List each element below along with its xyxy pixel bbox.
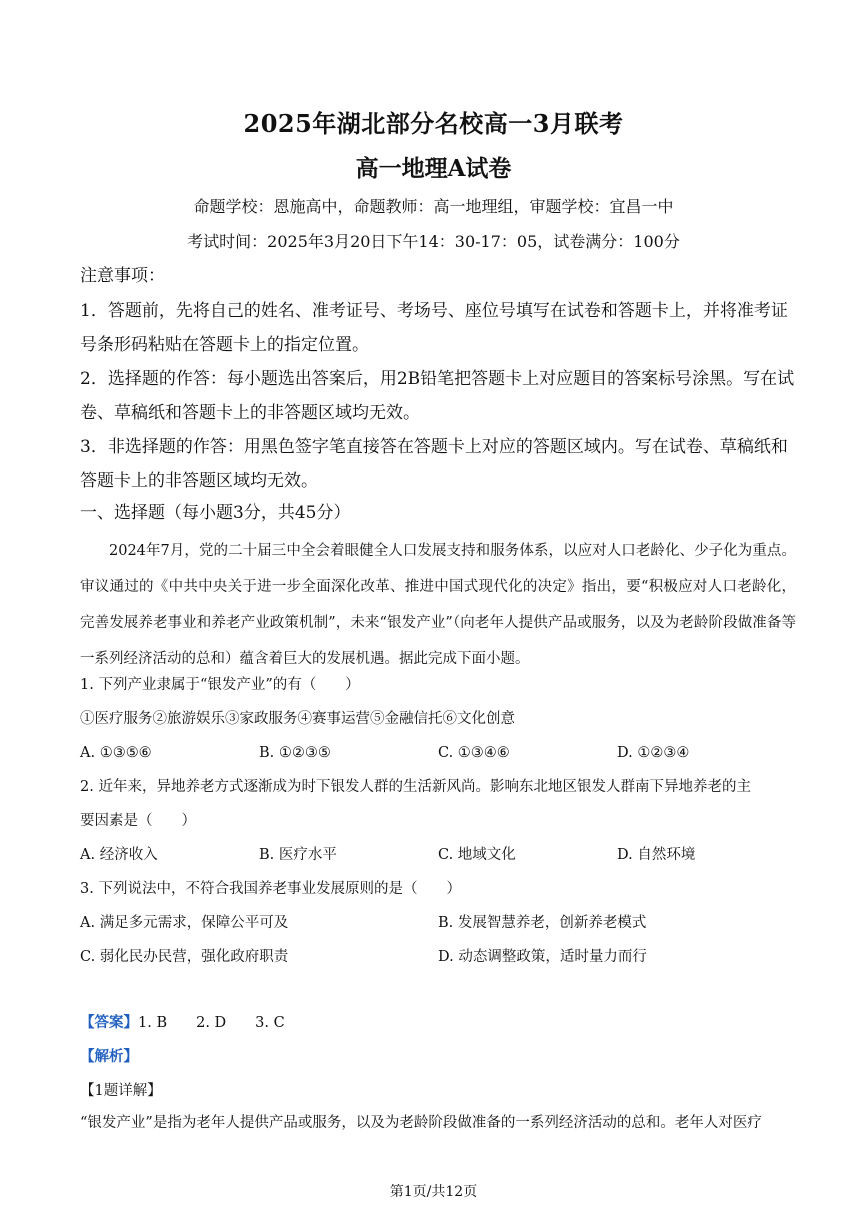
exam-subtitle: 高一地理A试卷 [355, 155, 512, 182]
option-c: C. 地域文化 [438, 847, 516, 863]
option-c: C. 弱化民办民营，强化政府职责 [80, 949, 289, 965]
note-item-1: 1．答题前，先将自己的姓名、准考证号、考场号、座位号填写在试卷和答题卡上，并将准考证号条形码粘贴在答题卡上的指定位置。 [80, 301, 788, 355]
answer-values: 1. B 2. D 3. C [138, 1015, 285, 1031]
page-number: 第1页/共12页 [389, 1184, 478, 1200]
option-b: B. 发展智慧养老，创新养老模式 [438, 915, 647, 931]
answer-line [80, 1006, 796, 1040]
reading-passage: 2024年7月，党的二十届三中全会着眼健全人口发展支持和服务体系，以应对人口老龄化、少子化为重点。审议通过的《中共中央关于进一步全面深化改革、推进中国式现代化的决定》指出，要“积极应对人口老龄化，完善发展养老事业和养老产业政策机制”，未来“银发产业”（向老年人提供产品或服务，以及为老龄阶段做准备等一系列经济活动的总和）蕴含着巨大的发展机遇。据此完成下面小题。 [80, 543, 796, 667]
exam-title: 2025年湖北部分名校高一3月联考 [243, 109, 624, 138]
section-title: 一、选择题（每小题3分，共45分） [80, 503, 351, 523]
question-1-options [80, 736, 796, 770]
option-c: C. ①③④⑥ [438, 745, 510, 761]
detail-label: 【1题详解】 [80, 1083, 162, 1099]
question-3-stem: 3. 下列说法中，不符合我国养老事业发展原则的是（ ） [80, 881, 461, 897]
question-2-stem: 2. 近年来，异地养老方式逐渐成为时下银发人群的生活新风尚。影响东北地区银发人群南下异地养老的主 [80, 779, 751, 795]
option-d: D. 动态调整政策，适时量力而行 [438, 949, 647, 965]
exam-authors: 命题学校：恩施高中，命题教师：高一地理组，审题学校：宜昌一中 [193, 197, 674, 216]
option-b: B. ①②③⑤ [259, 745, 331, 761]
explanation-text: “银发产业”是指为老年人提供产品或服务，以及为老龄阶段做准备的一系列经济活动的总和。老年人对医疗 [80, 1115, 762, 1131]
note-item-2: 2．选择题的作答：每小题选出答案后，用2B铅笔把答题卡上对应题目的答案标号涂黑。写在试卷、草稿纸和答题卡上的非答题区域均无效。 [80, 369, 795, 423]
question-2-options [80, 838, 796, 872]
exam-time: 考试时间：2025年3月20日下午14：30-17：05，试卷满分：100分 [187, 232, 680, 251]
question-3-options-row2 [80, 940, 796, 974]
analysis-label-line [80, 1040, 796, 1074]
option-a: A. 经济收入 [80, 847, 158, 863]
option-d: D. 自然环境 [617, 847, 696, 863]
question-1-items: ①医疗服务②旅游娱乐③家政服务④赛事运营⑤金融信托⑥文化创意 [80, 711, 515, 727]
note-item-3: 3．非选择题的作答：用黑色签字笔直接答在答题卡上对应的答题区域内。写在试卷、草稿纸和答题卡上的非答题区域均无效。 [80, 437, 788, 491]
notes-title: 注意事项： [80, 266, 165, 286]
question-2-stem-cont: 要因素是（ ） [80, 813, 196, 829]
question-1-stem: 1. 下列产业隶属于“银发产业”的有（ ） [80, 677, 360, 693]
option-d: D. ①②③④ [617, 745, 690, 761]
analysis-label: 【解析】 [80, 1048, 138, 1065]
question-3-options-row1 [80, 906, 796, 940]
answer-label: 【答案】 [80, 1014, 138, 1031]
option-a: A. ①③⑤⑥ [80, 745, 152, 761]
option-b: B. 医疗水平 [259, 847, 337, 863]
option-a: A. 满足多元需求，保障公平可及 [80, 915, 289, 931]
